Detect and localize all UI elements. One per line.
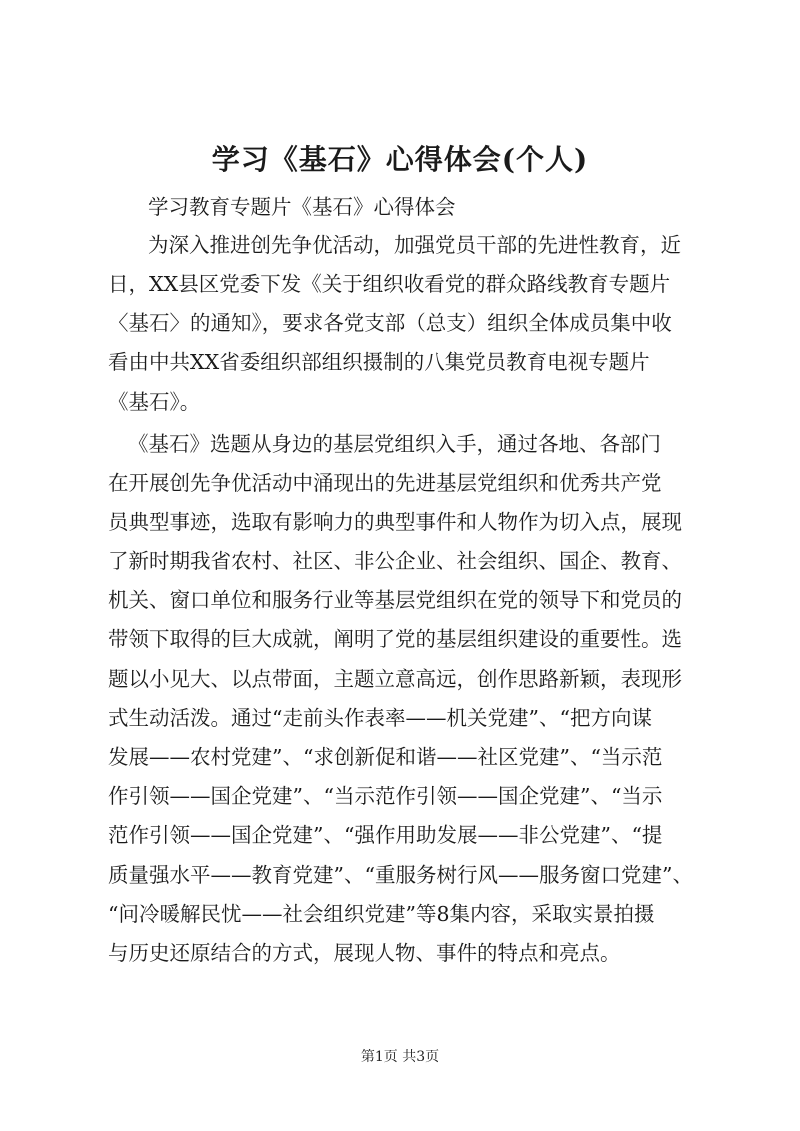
text-line: 看由中共XX省委组织部组织摄制的八集党员教育电视专题片 <box>108 350 650 374</box>
text-line: 带领下取得的巨大成就，阐明了党的基层组织建设的重要性。选 <box>108 627 682 651</box>
text-line: 机关、窗口单位和服务行业等基层党组织在党的领导下和党员的 <box>108 588 682 612</box>
text-line: 为深入推进创先争优活动，加强党员干部的先进性教育，近 <box>148 233 681 257</box>
text-line: 员典型事迹，选取有影响力的典型事件和人物作为切入点，展现 <box>108 510 682 534</box>
text-line: 质量强水平——教育党建”、“重服务树行风——服务窗口党建”、 <box>108 863 693 887</box>
text-line: 题以小见大、以点带面，主题立意高远，创作思路新颖，表现形 <box>108 667 682 691</box>
text-line: 作引领——国企党建”、“当示范作引领——国企党建”、“当示 <box>108 784 663 808</box>
text-line: 范作引领——国企党建”、“强作用助发展——非公党建”、“提 <box>108 823 663 847</box>
text-line: 发展——农村党建”、“求创新促和谐——社区党建”、“当示范 <box>108 745 663 769</box>
text-line: 《基石》选题从身边的基层党组织入手，通过各地、各部门 <box>128 432 661 456</box>
text-line: 《基石》。 <box>108 390 201 414</box>
text-line: 了新时期我省农村、社区、非公企业、社会组织、国企、教育、 <box>108 549 682 573</box>
text-line: 〈基石〉的通知》，要求各党支部（总支）组织全体成员集中收 <box>108 311 672 335</box>
text-line: 在开展创先争优活动中涌现出的先进基层党组织和优秀共产党 <box>108 471 662 495</box>
text-line: 与历史还原结合的方式，展现人物、事件的特点和亮点。 <box>108 941 621 965</box>
subtitle-line: 学习教育专题片《基石》心得体会 <box>148 195 456 219</box>
page-number: 第1页 共3页 <box>360 1049 440 1065</box>
text-line: 日，XX县区党委下发《关于组织收看党的群众路线教育专题片 <box>108 272 671 296</box>
text-line: “问冷暖解民忧——社会组织党建”等8集内容，采取实景拍摄 <box>108 902 655 926</box>
page-title: 学习《基石》心得体会(个人) <box>211 143 589 176</box>
text-line: 式生动活泼。通过“走前头作表率——机关党建”、“把方向谋 <box>108 706 652 730</box>
